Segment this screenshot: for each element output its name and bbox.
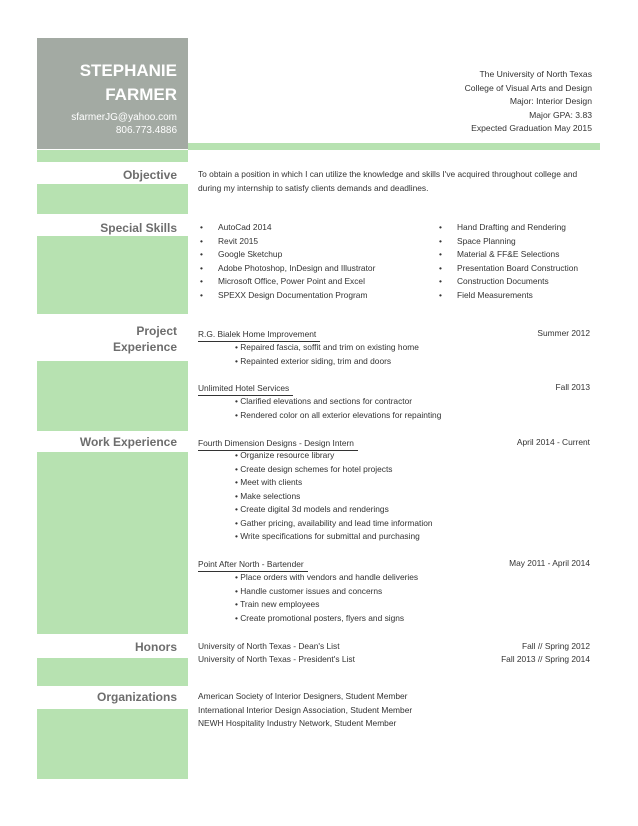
job-date: Summer 2012	[537, 328, 590, 338]
job-date: April 2014 - Current	[516, 437, 590, 447]
duty-item: • Train new employees	[235, 599, 320, 609]
job-title	[198, 558, 308, 572]
first-name: STEPHANIE	[79, 61, 177, 80]
organization-item: American Society of Interior Designers, Student Member	[198, 691, 408, 701]
duty-item: • Handle customer issues and concerns	[235, 586, 383, 596]
list-item: • Hand Drafting and Rendering	[439, 221, 599, 235]
sidebar-band	[37, 150, 188, 162]
skills-heading: Special Skills	[100, 221, 177, 235]
list-item: • Material & FF&E Selections	[439, 248, 599, 262]
sidebar-band	[37, 184, 188, 214]
skills-list-left	[200, 221, 440, 303]
honor-item: University of North Texas - President's List	[198, 654, 355, 664]
project-heading: Project	[136, 324, 177, 338]
email: sfarmerJG@yahoo.com	[71, 112, 177, 123]
duty-item: • Place orders with vendors and handle deliveries	[235, 572, 419, 582]
sidebar-band	[37, 709, 188, 779]
organization-item: International Interior Design Association, Student Member	[198, 705, 413, 715]
job-title	[198, 328, 320, 342]
job-date: Fall 2013	[555, 382, 590, 392]
list-item: • AutoCad 2014	[200, 221, 440, 235]
list-item: • Field Measurements	[439, 289, 599, 303]
sidebar-band	[37, 658, 188, 686]
duty-item: • Write specifications for submittal and purchasing	[235, 531, 420, 541]
sidebar-band	[37, 452, 188, 634]
honor-date: Fall // Spring 2012	[522, 641, 590, 651]
list-item: • Adobe Photoshop, InDesign and Illustrator	[200, 262, 440, 276]
project-heading: Experience	[112, 340, 177, 354]
duty-item: • Gather pricing, availability and lead time information	[235, 518, 433, 528]
objective-text: To obtain a position in which I can utilize the knowledge and skills I've acquired throughout college and during my internship to satisfy clients demands and deadlines.	[198, 169, 578, 193]
skills-list-right	[439, 221, 599, 303]
duty-item: • Create promotional posters, flyers and signs	[235, 613, 405, 623]
list-item: • Presentation Board Construction	[439, 262, 599, 276]
work-heading: Work Experience	[79, 435, 177, 449]
duty-item: • Create design schemes for hotel projects	[235, 464, 393, 474]
last-name: FARMER	[105, 85, 177, 104]
education-line: Major: Interior Design	[509, 96, 592, 106]
duty-item: • Meet with clients	[235, 477, 303, 487]
employer: Point After North	[198, 559, 260, 569]
duty-item: • Repainted exterior siding, trim and doors	[235, 356, 392, 366]
duty-item: • Clarified elevations and sections for contractor	[235, 396, 413, 406]
list-item: • Revit 2015	[200, 235, 440, 249]
education-line: Expected Graduation May 2015	[471, 123, 592, 133]
honor-item: University of North Texas - Dean's List	[198, 641, 340, 651]
education-block	[465, 68, 592, 136]
phone: 806.773.4886	[115, 125, 177, 136]
job-title-text	[198, 558, 308, 572]
duty-item: • Repaired fascia, soffit and trim on existing home	[235, 342, 419, 352]
honor-date: Fall 2013 // Spring 2014	[501, 654, 590, 664]
role: - Bartender	[259, 559, 304, 569]
list-item: • Space Planning	[439, 235, 599, 249]
objective-heading: Objective	[122, 168, 177, 182]
duty-item: • Organize resource library	[235, 450, 335, 460]
education-line: Major GPA: 3.83	[529, 109, 592, 120]
job-date: May 2011 - April 2014	[509, 558, 590, 568]
sidebar-band	[37, 236, 188, 314]
sidebar-band	[37, 361, 188, 431]
organizations-heading: Organizations	[96, 690, 177, 704]
duty-item: • Make selections	[235, 491, 301, 501]
education-line: The University of North Texas	[479, 69, 592, 79]
duty-item: • Rendered color on all exterior elevations for repainting	[235, 410, 442, 420]
role: - Design Intern	[296, 438, 354, 448]
list-item: • Microsoft Office, Power Point and Excel	[200, 275, 440, 289]
education-line: College of Visual Arts and Design	[464, 82, 592, 93]
header-divider	[188, 143, 600, 150]
list-item: • SPEXX Design Documentation Program	[200, 289, 440, 303]
job-title-text: Unlimited Hotel Services	[198, 382, 293, 396]
honors-heading: Honors	[135, 640, 177, 654]
job-title-text: R.G. Bialek Home Improvement	[198, 328, 320, 342]
list-item: • Google Sketchup	[200, 248, 440, 262]
duty-item: • Create digital 3d models and renderings	[235, 504, 389, 514]
job-title	[198, 382, 293, 396]
employer: Fourth Dimension Designs	[198, 438, 297, 448]
list-item: • Construction Documents	[439, 275, 599, 289]
organization-item: NEWH Hospitality Industry Network, Student Member	[198, 718, 397, 728]
